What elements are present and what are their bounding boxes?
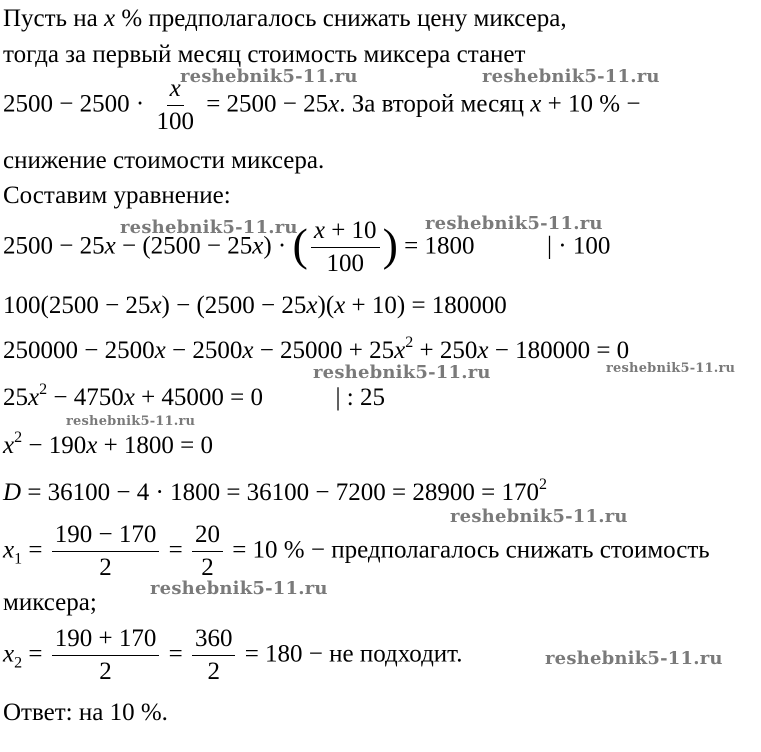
text: Пусть на <box>3 5 98 32</box>
variable-x: x <box>103 5 116 32</box>
variable-x: x <box>150 292 162 319</box>
expr: + 1800 = 0 <box>97 432 214 459</box>
variable-x: x <box>123 384 135 411</box>
expr: )( <box>317 292 335 319</box>
denominator: 100 <box>156 108 194 136</box>
fraction-360-over-2 <box>192 626 236 686</box>
line-9 <box>3 381 385 411</box>
expr: 100(2500 − 25 <box>3 292 151 319</box>
expr: 250000 − 2500 <box>3 337 155 364</box>
numerator: x <box>167 76 184 106</box>
numerator: 360 <box>192 626 236 656</box>
variable-x: x <box>328 90 340 118</box>
variable-x: x <box>394 337 406 364</box>
watermark: reshebnik5-11.ru <box>425 213 603 234</box>
expr: − 25000 + 25 <box>253 337 395 364</box>
watermark: reshebnik5-11.ru <box>66 414 196 429</box>
left-paren: ( <box>292 218 308 270</box>
expr: − (2500 − 25 <box>115 232 253 260</box>
variable-x: x <box>530 90 542 118</box>
expr: + 45000 = 0 <box>134 384 264 411</box>
line-14 <box>3 626 462 686</box>
variable-x: x <box>252 232 264 260</box>
text: Ответ: на 10 %. <box>3 699 168 726</box>
watermark: reshebnik5-11.ru <box>450 506 628 527</box>
line-2 <box>3 42 525 67</box>
numerator: 190 + 170 <box>52 626 160 656</box>
watermark: reshebnik5-11.ru <box>606 361 736 376</box>
text: миксера; <box>3 589 97 616</box>
text: % предполагалось снижать цену миксера, <box>121 5 567 32</box>
text: . За второй месяц <box>339 90 525 118</box>
line-10 <box>3 429 214 459</box>
expr: = 36100 − 4 · 1800 = 36100 − 7200 = 28900 = 170 <box>21 479 539 506</box>
line-4 <box>3 148 324 173</box>
line-15 <box>3 700 168 725</box>
line-12 <box>3 522 710 582</box>
numerator <box>311 218 380 248</box>
subscript: 2 <box>14 654 23 672</box>
expr: = 2500 − 25 <box>206 90 329 118</box>
expr: ) − (2500 − 25 <box>161 292 307 319</box>
equals: = <box>28 640 43 668</box>
expr: ) · <box>263 232 287 260</box>
variable-x: x <box>104 232 116 260</box>
denominator: 2 <box>207 658 220 686</box>
variable-x: x <box>306 292 318 319</box>
variable-d: D <box>3 479 22 506</box>
expr: + 10) = 180000 <box>345 292 507 319</box>
variable-x: x <box>3 640 15 668</box>
exponent: 2 <box>39 381 48 398</box>
variable-x: x <box>86 432 98 459</box>
denominator: 2 <box>201 554 214 582</box>
watermark: reshebnik5-11.ru <box>313 362 491 383</box>
fraction-x-plus-10-over-100 <box>311 218 380 278</box>
watermark: reshebnik5-11.ru <box>150 578 328 599</box>
text: = 180 − не подходит. <box>244 640 463 668</box>
line-8 <box>3 334 630 364</box>
line-11 <box>3 476 547 506</box>
line-1 <box>3 6 567 31</box>
watermark: reshebnik5-11.ru <box>482 66 660 87</box>
equals: = <box>28 536 43 564</box>
expr: 2500 − 25 <box>3 232 105 260</box>
line-7 <box>3 293 507 318</box>
line-5 <box>3 183 231 208</box>
denominator: 100 <box>326 250 364 278</box>
expr: 2500 − 2500 · <box>3 90 145 118</box>
equals: = <box>168 536 183 564</box>
expr: − 4750 <box>47 384 124 411</box>
expr: | · 100 <box>547 232 611 260</box>
variable-x: x <box>477 337 489 364</box>
fraction-sum <box>52 626 160 686</box>
variable-x: x <box>313 217 325 244</box>
equals: = <box>168 640 183 668</box>
exponent: 2 <box>405 334 414 351</box>
numerator: 20 <box>192 522 223 552</box>
expr: = 1800 <box>404 232 475 260</box>
watermark: reshebnik5-11.ru <box>545 648 723 669</box>
variable-x: x <box>154 337 166 364</box>
watermark: reshebnik5-11.ru <box>180 66 358 87</box>
subscript: 1 <box>14 550 23 568</box>
fraction-diff <box>52 522 160 582</box>
numerator-text: + 10 <box>331 217 377 244</box>
variable-x: x <box>3 536 15 564</box>
exponent: 2 <box>14 429 23 446</box>
expr: 25 <box>3 384 28 411</box>
variable-x: x <box>3 432 15 459</box>
expr: − 2500 <box>165 337 243 364</box>
expr: | : 25 <box>335 384 385 411</box>
text: + 10 % − <box>547 90 641 118</box>
variable-x: x <box>334 292 346 319</box>
text: = 10 % − предполагалось снижать стоимость <box>232 536 710 564</box>
expr: − 190 <box>22 432 87 459</box>
right-paren: ) <box>382 218 398 270</box>
denominator: 2 <box>99 554 112 582</box>
expr: − 180000 = 0 <box>488 337 630 364</box>
line-13 <box>3 590 97 615</box>
exponent: 2 <box>538 476 547 493</box>
numerator: 190 − 170 <box>52 522 160 552</box>
expr: + 250 <box>413 337 478 364</box>
variable-x: x <box>242 337 254 364</box>
text: снижение стоимости миксера. <box>3 147 325 174</box>
denominator: 2 <box>99 658 112 686</box>
watermark: reshebnik5-11.ru <box>120 217 298 238</box>
text: тогда за первый месяц стоимость миксера станет <box>3 41 526 68</box>
text: Составим уравнение: <box>3 182 231 209</box>
variable-x: x <box>28 384 40 411</box>
fraction-20-over-2 <box>192 522 223 582</box>
